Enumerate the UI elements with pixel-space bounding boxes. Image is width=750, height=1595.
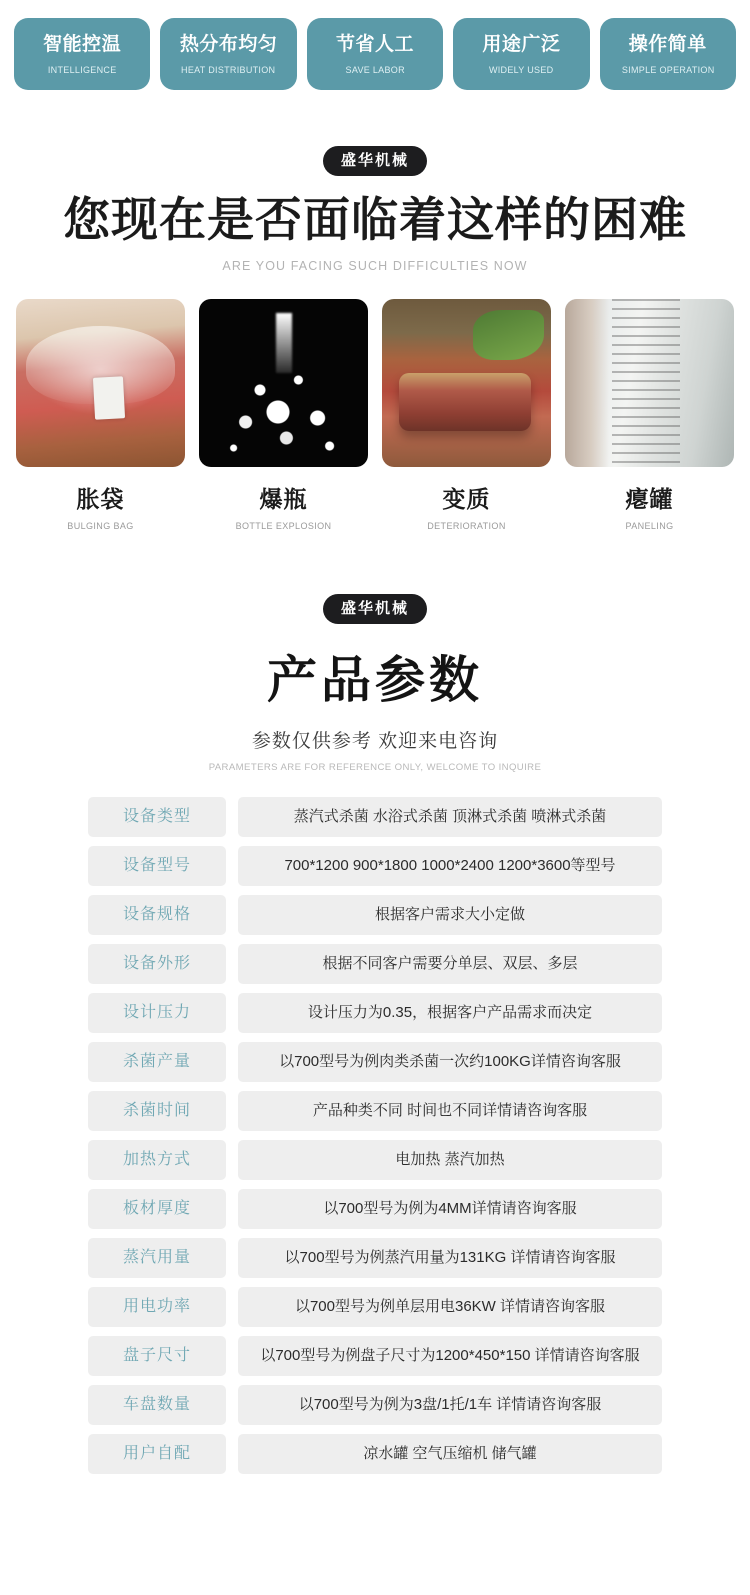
params-title: 产品参数 (267, 652, 483, 709)
feature-label-en: INTELLIGENCE (47, 65, 117, 76)
difficulties-section-header (0, 90, 750, 274)
difficulties-subtitle-en: ARE YOU FACING SUCH DIFFICULTIES NOW (222, 259, 528, 274)
param-value: 以700型号为例肉类杀菌一次约100KG详情咨询客服 (238, 1042, 662, 1082)
feature-badge (307, 18, 443, 90)
problem-label-cn: 变质 (442, 486, 491, 513)
param-label: 设备规格 (88, 895, 226, 935)
table-row (88, 993, 662, 1033)
brand-pill: 盛华机械 (323, 146, 427, 176)
problem-card (565, 299, 734, 532)
params-subtitle-cn: 参数仅供参考 欢迎来电咨询 (251, 731, 499, 753)
bulging-bag-photo (16, 299, 185, 467)
problem-label-en: BOTTLE EXPLOSION (235, 521, 332, 533)
feature-label-en: SIMPLE OPERATION (621, 65, 715, 76)
param-label: 板材厚度 (88, 1189, 226, 1229)
table-row (88, 1091, 662, 1131)
params-table (0, 773, 750, 1513)
table-row (88, 846, 662, 886)
param-label: 设备类型 (88, 797, 226, 837)
feature-label-en: HEAT DISTRIBUTION (181, 65, 276, 76)
feature-badge-row (0, 0, 750, 90)
param-value: 产品种类不同 时间也不同详情请咨询客服 (238, 1091, 662, 1131)
param-label: 杀菌产量 (88, 1042, 226, 1082)
table-row (88, 1189, 662, 1229)
param-label: 加热方式 (88, 1140, 226, 1180)
problem-label-cn: 瘪罐 (625, 486, 674, 513)
param-label: 设备外形 (88, 944, 226, 984)
problem-card (382, 299, 551, 532)
param-label: 设计压力 (88, 993, 226, 1033)
param-label: 用户自配 (88, 1434, 226, 1474)
problem-label-en: BULGING BAG (67, 521, 134, 533)
feature-badge (160, 18, 296, 90)
feature-label-cn: 热分布均匀 (179, 34, 278, 55)
difficulties-title: 您现在是否面临着这样的困难 (63, 192, 687, 246)
feature-badge (453, 18, 589, 90)
param-value: 以700型号为例蒸汽用量为131KG 详情请咨询客服 (238, 1238, 662, 1278)
table-row (88, 1287, 662, 1327)
problem-card (16, 299, 185, 532)
feature-label-cn: 操作简单 (628, 34, 707, 55)
param-label: 盘子尺寸 (88, 1336, 226, 1376)
params-section-header (0, 532, 750, 773)
param-value: 以700型号为例为3盘/1托/1车 详情请咨询客服 (238, 1385, 662, 1425)
param-value: 以700型号为例为4MM详情请咨询客服 (238, 1189, 662, 1229)
table-row (88, 1434, 662, 1474)
param-label: 用电功率 (88, 1287, 226, 1327)
param-label: 杀菌时间 (88, 1091, 226, 1131)
param-value: 蒸汽式杀菌 水浴式杀菌 顶淋式杀菌 喷淋式杀菌 (238, 797, 662, 837)
feature-label-en: WIDELY USED (489, 65, 554, 76)
problem-label-cn: 胀袋 (76, 486, 125, 513)
params-subtitle-en: PARAMETERS ARE FOR REFERENCE ONLY, WELCOME TO INQUIRE (208, 762, 542, 774)
param-value: 以700型号为例单层用电36KW 详情请咨询客服 (238, 1287, 662, 1327)
table-row (88, 797, 662, 837)
param-label: 设备型号 (88, 846, 226, 886)
feature-label-en: SAVE LABOR (345, 65, 405, 76)
problem-card-row (0, 273, 750, 532)
param-value: 700*1200 900*1800 1000*2400 1200*3600等型号 (238, 846, 662, 886)
feature-label-cn: 智能控温 (43, 34, 122, 55)
feature-label-cn: 节省人工 (335, 34, 414, 55)
param-label: 车盘数量 (88, 1385, 226, 1425)
param-label: 蒸汽用量 (88, 1238, 226, 1278)
paneling-photo (565, 299, 734, 467)
param-value: 以700型号为例盘子尺寸为1200*450*150 详情请咨询客服 (238, 1336, 662, 1376)
problem-card (199, 299, 368, 532)
table-row (88, 1140, 662, 1180)
table-row (88, 944, 662, 984)
param-value: 根据客户需求大小定做 (238, 895, 662, 935)
feature-badge (600, 18, 736, 90)
problem-label-en: PANELING (625, 521, 674, 533)
param-value: 设计压力为0.35，根据客户产品需求而决定 (238, 993, 662, 1033)
param-value: 凉水罐 空气压缩机 储气罐 (238, 1434, 662, 1474)
feature-badge (14, 18, 150, 90)
bottle-explosion-photo (199, 299, 368, 467)
table-row (88, 895, 662, 935)
table-row (88, 1336, 662, 1376)
problem-label-cn: 爆瓶 (259, 486, 308, 513)
param-value: 根据不同客户需要分单层、双层、多层 (238, 944, 662, 984)
deterioration-photo (382, 299, 551, 467)
table-row (88, 1042, 662, 1082)
param-value: 电加热 蒸汽加热 (238, 1140, 662, 1180)
problem-label-en: DETERIORATION (427, 521, 506, 533)
table-row (88, 1385, 662, 1425)
feature-label-cn: 用途广泛 (482, 34, 561, 55)
brand-pill: 盛华机械 (323, 594, 427, 624)
table-row (88, 1238, 662, 1278)
